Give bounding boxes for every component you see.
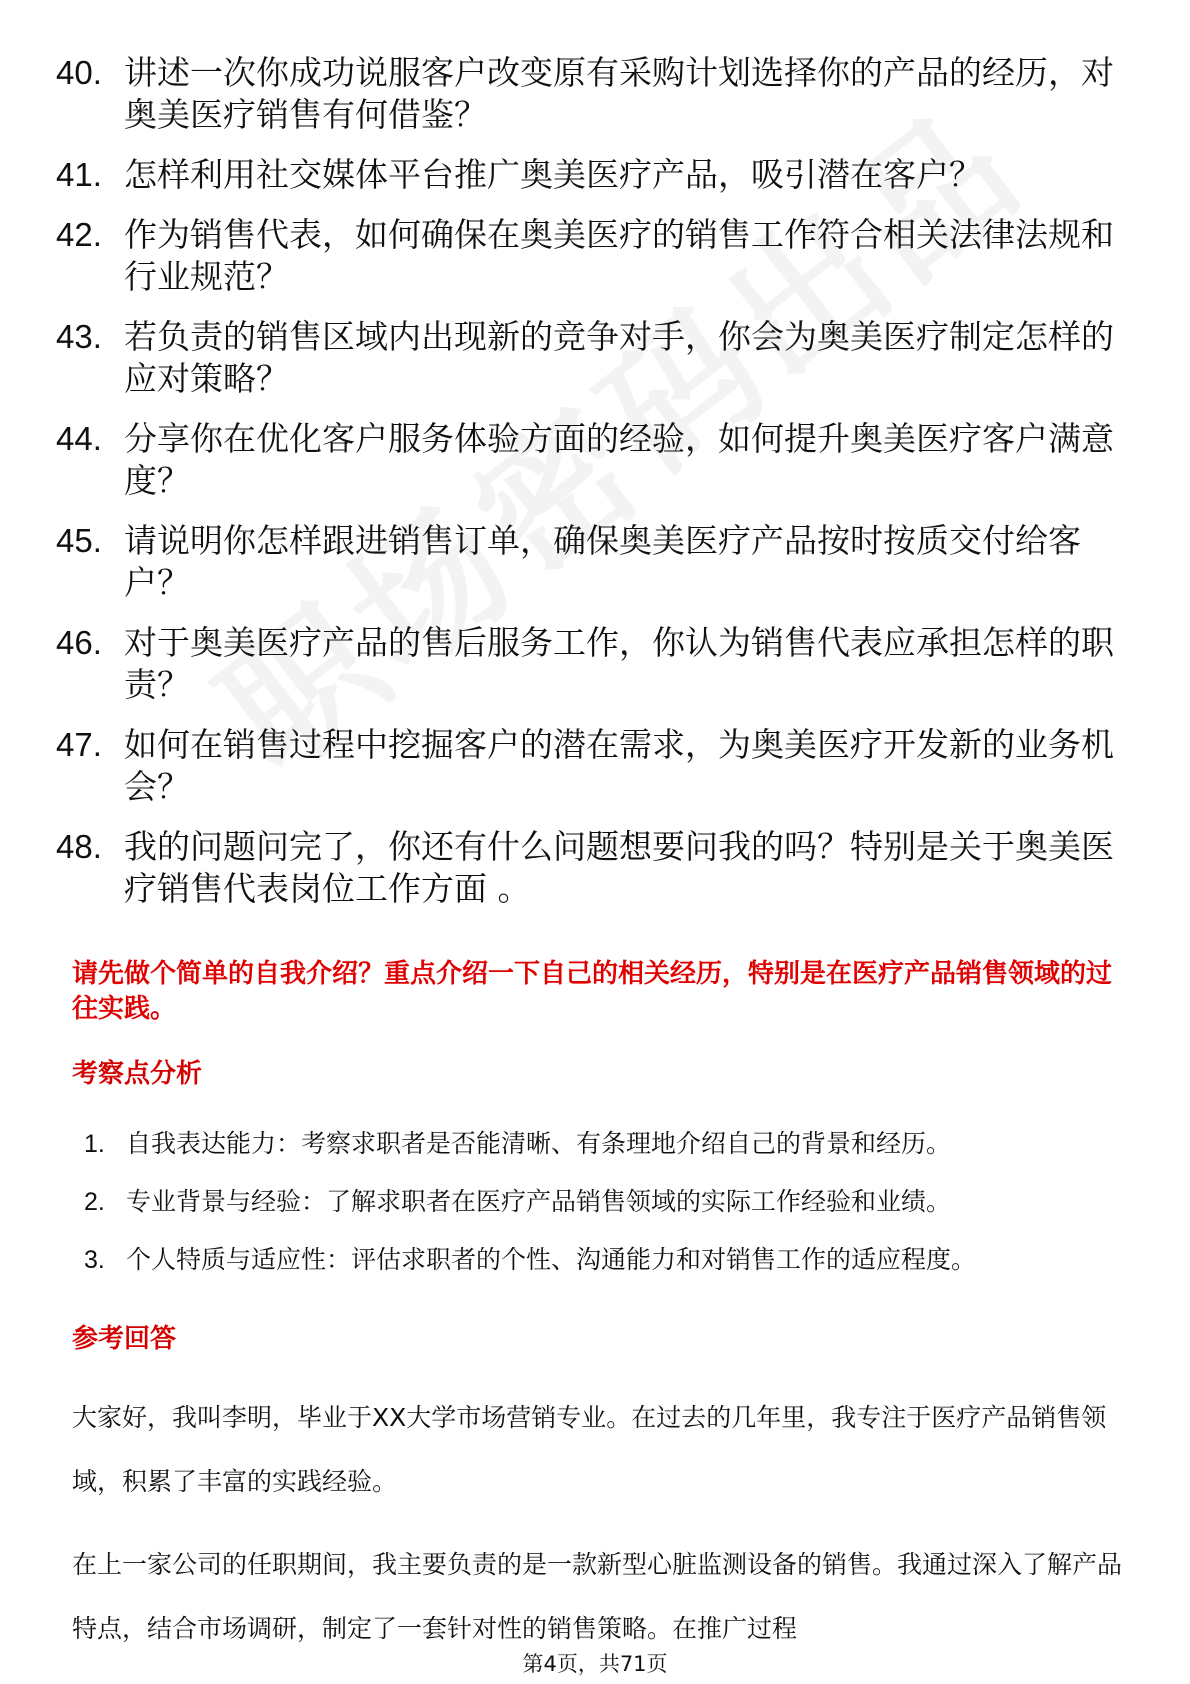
question-item [56, 214, 1116, 298]
answer-paragraph: 大家好，我叫李明，毕业于XX大学市场营销专业。在过去的几年里，我专注于医疗产品销售领域，积累了丰富的实践经验。 [72, 1403, 1107, 1496]
question-text: 若负责的销售区域内出现新的竞争对手，你会为奥美医疗制定怎样的应对策略？ [124, 317, 1114, 398]
question-text: 讲述一次你成功说服客户改变原有采购计划选择你的产品的经历，对奥美医疗销售有何借鉴？ [124, 53, 1114, 134]
question-text: 分享你在优化客户服务体验方面的经验，如何提升奥美医疗客户满意度？ [124, 419, 1114, 500]
analysis-number: 1. [84, 1130, 105, 1158]
analysis-text: 专业背景与经验：了解求职者在医疗产品销售领域的实际工作经验和业绩。 [126, 1187, 952, 1216]
analysis-text: 自我表达能力：考察求职者是否能清晰、有条理地介绍自己的背景和经历。 [126, 1129, 952, 1158]
question-text: 对于奥美医疗产品的售后服务工作，你认为销售代表应承担怎样的职责？ [124, 623, 1114, 704]
analysis-number: 3. [84, 1246, 105, 1274]
analysis-list [84, 1128, 1124, 1302]
page-number: 第4页，共71页 [522, 1652, 668, 1676]
analysis-heading: 考察点分析 [72, 1059, 203, 1089]
question-list [56, 52, 1116, 928]
question-number: 40. [56, 54, 102, 91]
question-item [56, 52, 1116, 136]
question-text: 请说明你怎样跟进销售订单，确保奥美医疗产品按时按质交付给客户？ [124, 521, 1081, 602]
question-number: 42. [56, 216, 102, 253]
question-number: 48. [56, 828, 102, 865]
question-item [56, 622, 1116, 706]
analysis-item [84, 1128, 1124, 1160]
question-item [56, 316, 1116, 400]
question-number: 44. [56, 420, 102, 457]
question-number: 43. [56, 318, 102, 355]
question-number: 45. [56, 522, 102, 559]
highlight-question: 请先做个简单的自我介绍？重点介绍一下自己的相关经历，特别是在医疗产品销售领域的过往实践。 [72, 959, 1113, 1024]
question-text: 作为销售代表，如何确保在奥美医疗的销售工作符合相关法律法规和行业规范？ [124, 215, 1114, 296]
question-text: 如何在销售过程中挖掘客户的潜在需求，为奥美医疗开发新的业务机会？ [124, 725, 1114, 806]
answer-heading: 参考回答 [72, 1324, 177, 1354]
question-number: 41. [56, 156, 102, 193]
question-item [56, 154, 1116, 196]
question-text: 我的问题问完了，你还有什么问题想要问我的吗？特别是关于奥美医疗销售代表岗位工作方面 。 [124, 827, 1114, 908]
question-text: 怎样利用社交媒体平台推广奥美医疗产品，吸引潜在客户？ [124, 155, 982, 194]
analysis-text: 个人特质与适应性：评估求职者的个性、沟通能力和对销售工作的适应程度。 [126, 1245, 977, 1274]
analysis-number: 2. [84, 1188, 105, 1216]
analysis-item [84, 1186, 1124, 1218]
question-number: 46. [56, 624, 102, 661]
question-item [56, 724, 1116, 808]
question-item [56, 418, 1116, 502]
answer-paragraph: 在上一家公司的任职期间，我主要负责的是一款新型心脏监测设备的销售。我通过深入了解产品特点，结合市场调研，制定了一套针对性的销售策略。在推广过程 [72, 1550, 1123, 1643]
question-item [56, 520, 1116, 604]
analysis-item [84, 1244, 1124, 1276]
question-number: 47. [56, 726, 102, 763]
question-item [56, 826, 1116, 910]
